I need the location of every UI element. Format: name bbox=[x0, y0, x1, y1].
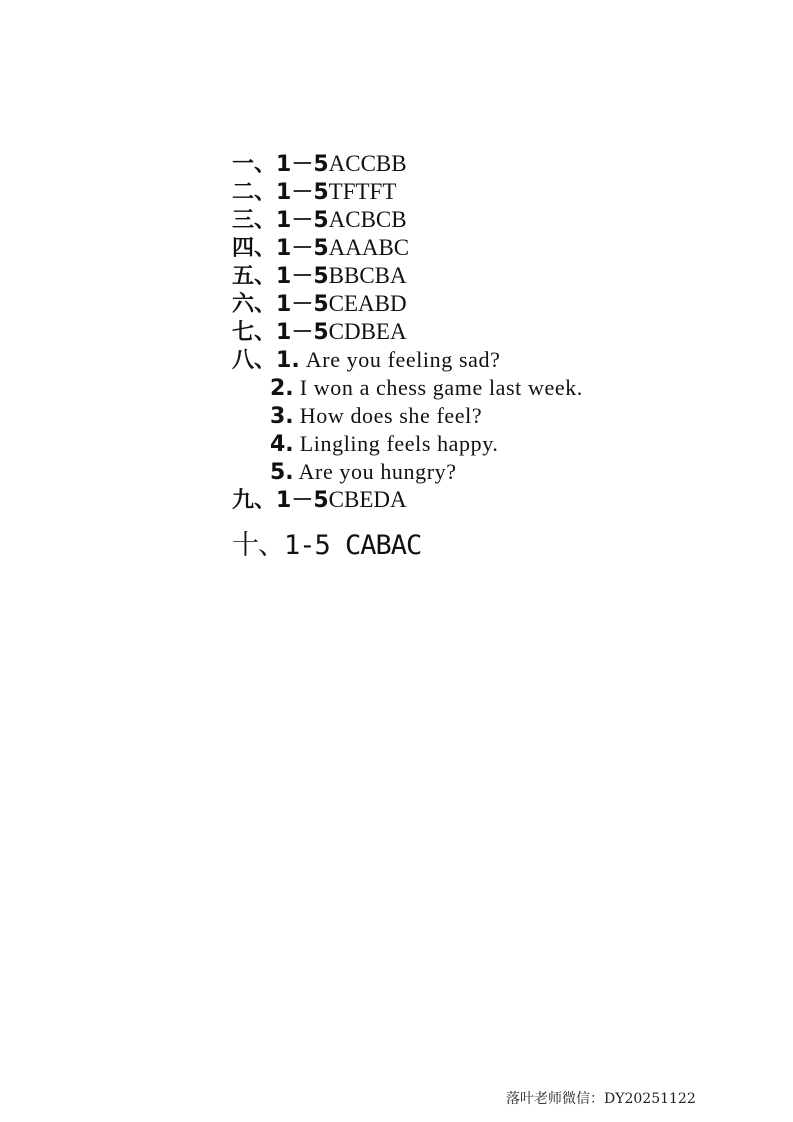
item-number: 3. bbox=[270, 404, 294, 429]
section-label: 五、 bbox=[232, 264, 277, 289]
question-range: 1－5 bbox=[276, 488, 329, 513]
section-label: 九、 bbox=[232, 488, 277, 513]
section-label: 二、 bbox=[232, 180, 277, 205]
answer-row-4 bbox=[232, 234, 712, 262]
answer-value: ACBCB bbox=[328, 207, 407, 232]
section-label: 一、 bbox=[232, 152, 277, 177]
section-label: 四、 bbox=[232, 236, 277, 261]
answer-row-10: 十、1-5 CABAC bbox=[232, 530, 422, 561]
answer-value: ACCBB bbox=[328, 151, 407, 176]
answer-row-2 bbox=[232, 178, 712, 206]
question-range: 1－5 bbox=[276, 180, 329, 205]
section-eight-item-1 bbox=[232, 346, 712, 374]
answer-row-6 bbox=[232, 290, 712, 318]
question-range: 1－5 bbox=[276, 264, 329, 289]
answer-value: CBEDA bbox=[328, 487, 407, 512]
question-range: 1－5 bbox=[276, 320, 329, 345]
answer-list bbox=[232, 150, 712, 514]
item-sentence: How does she feel? bbox=[293, 403, 483, 428]
section-eight-item-2 bbox=[232, 374, 712, 402]
footer-contact: 落叶老师微信：DY20251122 bbox=[506, 1091, 696, 1107]
item-number: 1. bbox=[276, 348, 300, 373]
item-sentence: Are you hungry? bbox=[293, 459, 457, 484]
answer-value: CDBEA bbox=[328, 319, 407, 344]
item-sentence: Are you feeling sad? bbox=[299, 347, 501, 372]
item-number: 5. bbox=[270, 460, 294, 485]
section-eight-item-3 bbox=[232, 402, 712, 430]
item-sentence: I won a chess game last week. bbox=[293, 375, 583, 400]
section-label: 三、 bbox=[232, 208, 277, 233]
answer-row-3 bbox=[232, 206, 712, 234]
answer-row-5 bbox=[232, 262, 712, 290]
answer-row-1 bbox=[232, 150, 712, 178]
item-sentence: Lingling feels happy. bbox=[293, 431, 499, 456]
answer-value: TFTFT bbox=[328, 179, 397, 204]
answer-value: AAABC bbox=[328, 235, 410, 260]
question-range: 1－5 bbox=[276, 152, 329, 177]
section-label: 六、 bbox=[232, 292, 277, 317]
section-eight-item-5 bbox=[232, 458, 712, 486]
answer-row-9 bbox=[232, 486, 712, 514]
answer-value: BBCBA bbox=[328, 263, 407, 288]
section-label: 八、 bbox=[232, 348, 277, 373]
question-range: 1－5 bbox=[276, 292, 329, 317]
answer-value: CEABD bbox=[328, 291, 407, 316]
question-range: 1－5 bbox=[276, 236, 329, 261]
item-number: 4. bbox=[270, 432, 294, 457]
answer-row-7 bbox=[232, 318, 712, 346]
section-label: 七、 bbox=[232, 320, 277, 345]
item-number: 2. bbox=[270, 376, 294, 401]
question-range: 1－5 bbox=[276, 208, 329, 233]
section-eight-item-4 bbox=[232, 430, 712, 458]
